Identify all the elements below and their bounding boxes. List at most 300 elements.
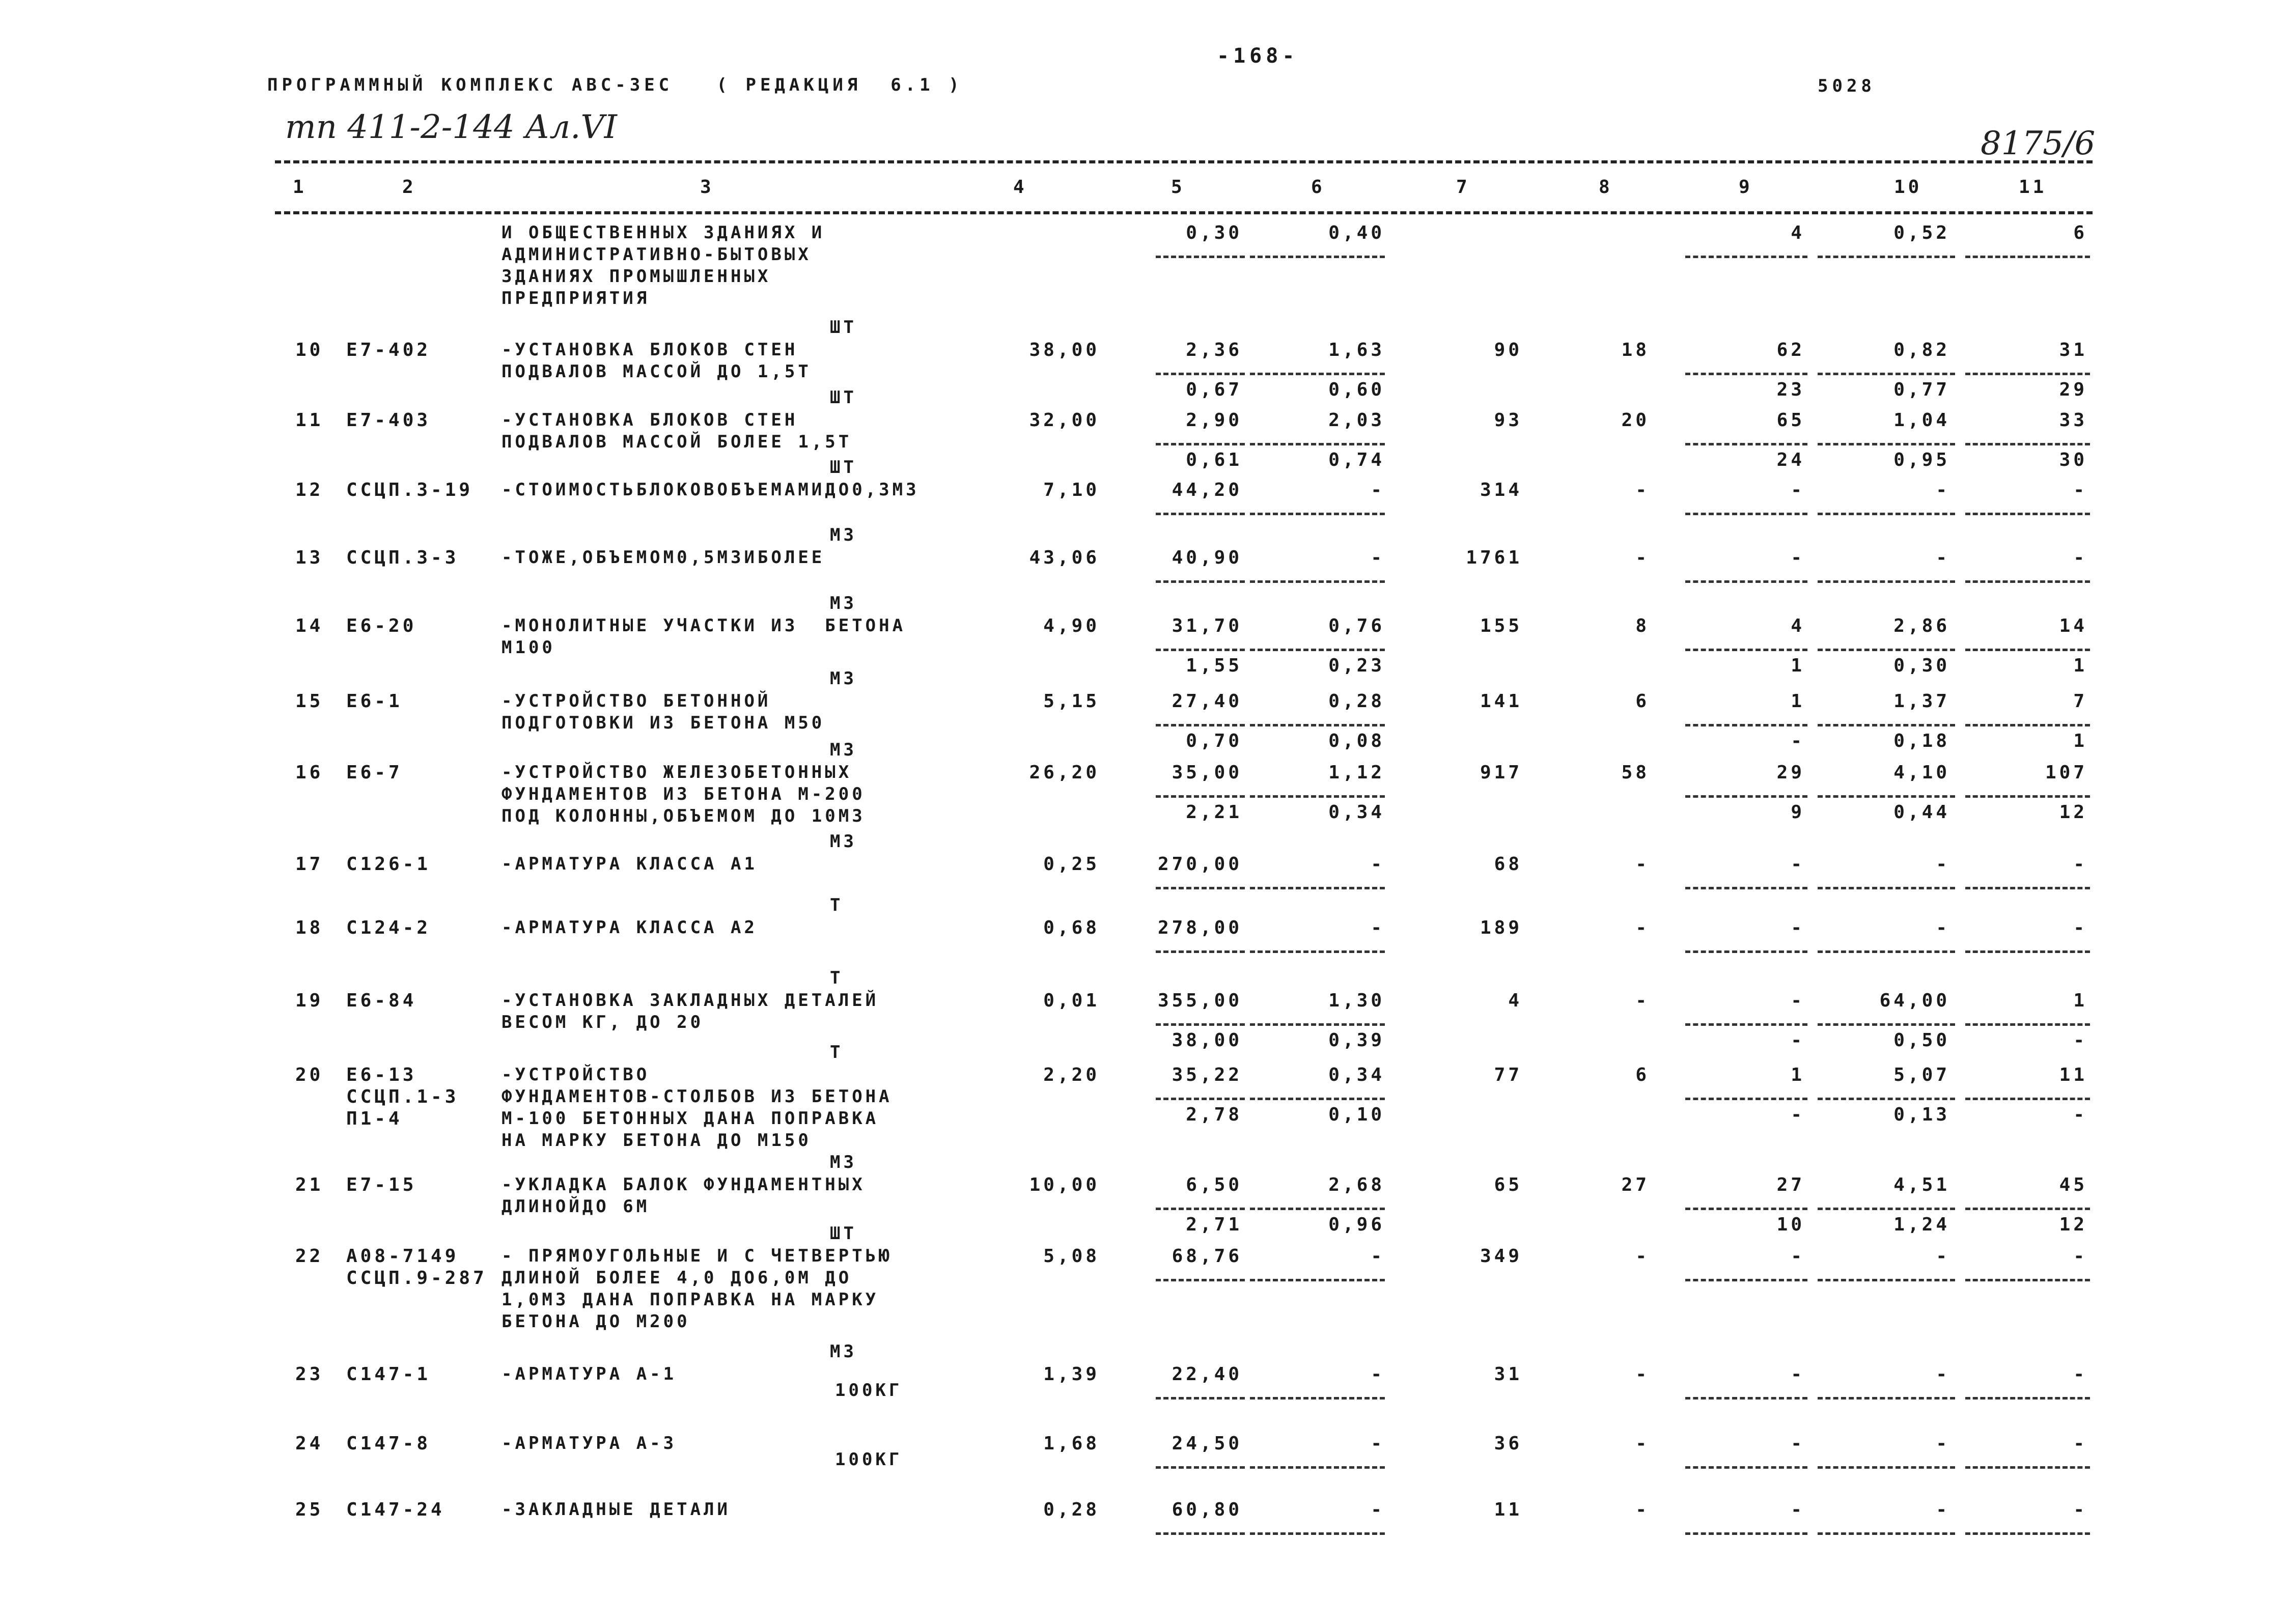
- cell-c6: 0,28: [1328, 691, 1385, 712]
- cell-c6: -: [1371, 1364, 1385, 1385]
- cell-separator: [1250, 887, 1385, 889]
- cell-c11: 33: [2059, 410, 2087, 431]
- cell-c6: -: [1371, 547, 1385, 568]
- cell-separator: [1818, 256, 1955, 258]
- cell-separator: [1818, 513, 1955, 515]
- row-description-line: -УСТАНОВКА БЛОКОВ СТЕН: [501, 410, 798, 430]
- subcell-sub5: 38,00: [1172, 1030, 1242, 1051]
- cell-separator: [1685, 1098, 1807, 1100]
- cell-c10: -: [1936, 917, 1950, 938]
- cell-c6: 0,34: [1328, 1065, 1385, 1085]
- cell-separator: [1156, 1208, 1245, 1210]
- subcell-sub5: 0,67: [1186, 379, 1242, 400]
- row-description-line: АДМИНИСТРАТИВНО-БЫТОВЫХ: [501, 244, 812, 265]
- row-unit: М3: [830, 668, 857, 689]
- row-description-line: - ПРЯМОУГОЛЬНЫЕ И С ЧЕТВЕРТЬЮ: [501, 1246, 893, 1266]
- row-code: Е7-402: [346, 340, 431, 360]
- cell-separator: [1250, 373, 1385, 375]
- cell-c9: -: [1791, 854, 1805, 875]
- subcell-sub5: 1,55: [1186, 655, 1242, 676]
- cell-c8: -: [1635, 990, 1650, 1011]
- cell-separator: [1818, 1279, 1955, 1281]
- cell-c8: 27: [1621, 1174, 1650, 1195]
- cell-separator: [1156, 580, 1245, 583]
- cell-c10: -: [1936, 547, 1950, 568]
- cell-c11: 7: [2073, 691, 2087, 712]
- cell-c8: -: [1635, 917, 1650, 938]
- cell-c9: -: [1791, 1433, 1805, 1454]
- cell-c5: 2,36: [1186, 340, 1242, 360]
- cell-c7: 31: [1494, 1364, 1522, 1385]
- cell-c8: -: [1635, 854, 1650, 875]
- cell-c5: 22,40: [1172, 1364, 1242, 1385]
- page-number: -168-: [1217, 44, 1299, 68]
- cell-separator: [1250, 1466, 1385, 1469]
- cell-separator: [1250, 1279, 1385, 1281]
- cell-separator: [1965, 1466, 2090, 1469]
- row-unit: ШТ: [830, 457, 857, 478]
- subcell-sub10: 1,24: [1893, 1214, 1950, 1235]
- cell-separator: [1685, 443, 1807, 445]
- cell-c9: -: [1791, 1246, 1805, 1267]
- row-unit: М3: [830, 593, 857, 613]
- cell-separator: [1818, 1098, 1955, 1100]
- cell-separator: [1685, 256, 1807, 258]
- row-number: 21: [295, 1174, 324, 1195]
- cell-c9: 29: [1776, 762, 1805, 783]
- column-header-10: 10: [1894, 177, 1922, 198]
- cell-c7: 90: [1494, 340, 1522, 360]
- cell-separator: [1965, 1397, 2090, 1399]
- cell-c5: 355,00: [1157, 990, 1242, 1011]
- cell-c6: -: [1371, 1433, 1385, 1454]
- row-number: 23: [295, 1364, 324, 1385]
- row-code: Е6-84: [346, 990, 417, 1011]
- cell-separator: [1685, 1466, 1807, 1469]
- subcell-sub5: 2,71: [1186, 1214, 1242, 1235]
- cell-separator: [1965, 373, 2090, 375]
- cell-c5: 270,00: [1157, 854, 1242, 875]
- subcell-sub9: -: [1791, 1030, 1805, 1051]
- cell-c6: 0,76: [1328, 615, 1385, 636]
- cell-separator: [1965, 1208, 2090, 1210]
- cell-separator: [1250, 443, 1385, 445]
- row-unit: М3: [830, 1341, 857, 1362]
- cell-c6: 1,12: [1328, 762, 1385, 783]
- cell-c11: 31: [2059, 340, 2087, 360]
- cell-c7: 77: [1494, 1065, 1522, 1085]
- cell-c9: -: [1791, 480, 1805, 500]
- cell-separator: [1685, 1397, 1807, 1399]
- row-description-line: -АРМАТУРА КЛАССА А2: [501, 917, 758, 938]
- cell-separator: [1156, 950, 1245, 953]
- row-number: 12: [295, 480, 324, 500]
- cell-c9: 4: [1791, 222, 1805, 243]
- cell-separator: [1156, 724, 1245, 726]
- cell-separator: [1965, 580, 2090, 583]
- subcell-sub5: 0,70: [1186, 731, 1242, 751]
- cell-c4: 0,01: [1043, 990, 1100, 1011]
- row-description-line: -ТОЖЕ,ОБЪЕМОМ0,5М3ИБОЛЕЕ: [501, 547, 825, 568]
- subcell-sub6: 0,60: [1328, 379, 1385, 400]
- subcell-sub11: 12: [2059, 802, 2087, 823]
- cell-separator: [1965, 1279, 2090, 1281]
- cell-separator: [1965, 1023, 2090, 1026]
- cell-separator: [1250, 1023, 1385, 1026]
- row-number: 15: [295, 691, 324, 712]
- cell-separator: [1156, 256, 1245, 258]
- cell-c6: 1,30: [1328, 990, 1385, 1011]
- cell-c8: -: [1635, 480, 1650, 500]
- row-code: Е7-403: [346, 410, 431, 431]
- row-code: Е6-20: [346, 615, 417, 636]
- row-description-line: -УСТАНОВКА ЗАКЛАДНЫХ ДЕТАЛЕЙ: [501, 990, 879, 1011]
- cell-c11: -: [2073, 547, 2087, 568]
- cell-c6: -: [1371, 480, 1385, 500]
- subcell-sub10: 0,13: [1893, 1104, 1950, 1125]
- subcell-sub10: 0,18: [1893, 731, 1950, 751]
- cell-c11: -: [2073, 917, 2087, 938]
- cell-c5: 40,90: [1172, 547, 1242, 568]
- cell-separator: [1685, 649, 1807, 651]
- cell-separator: [1685, 795, 1807, 798]
- subcell-sub6: 0,74: [1328, 450, 1385, 470]
- cell-c8: 6: [1635, 691, 1650, 712]
- cell-separator: [1250, 724, 1385, 726]
- cell-separator: [1818, 724, 1955, 726]
- row-description-line: -АРМАТУРА А-1: [501, 1364, 677, 1384]
- cell-c8: 6: [1635, 1065, 1650, 1085]
- cell-c11: 1: [2073, 990, 2087, 1011]
- row-description-line: М-100 БЕТОННЫХ ДАНА ПОПРАВКА: [501, 1108, 879, 1129]
- cell-separator: [1965, 795, 2090, 798]
- row-description-line: -СТОИМОСТЬБЛОКОВОБЪЕМАМИДО0,3М3: [501, 480, 919, 500]
- cell-separator: [1818, 580, 1955, 583]
- row-description-line: -АРМАТУРА А-3: [501, 1433, 677, 1453]
- row-code: С124-2: [346, 917, 431, 938]
- cell-c5: 6,50: [1186, 1174, 1242, 1195]
- cell-c6: -: [1371, 1499, 1385, 1520]
- subcell-sub6: 0,10: [1328, 1104, 1385, 1125]
- row-description-line: -УСТРОЙСТВО: [501, 1065, 650, 1085]
- cell-c4: 2,20: [1043, 1065, 1100, 1085]
- row-unit: М3: [830, 740, 857, 760]
- cell-c5: 24,50: [1172, 1433, 1242, 1454]
- cell-c5: 60,80: [1172, 1499, 1242, 1520]
- cell-separator: [1156, 1532, 1245, 1535]
- row-number: 16: [295, 762, 324, 783]
- row-number: 20: [295, 1065, 324, 1085]
- column-header-9: 9: [1739, 177, 1753, 198]
- cell-c7: 36: [1494, 1433, 1522, 1454]
- row-description-line: И ОБЩЕСТВЕННЫХ ЗДАНИЯХ И: [501, 222, 825, 243]
- cell-separator: [1685, 1208, 1807, 1210]
- column-header-5: 5: [1171, 177, 1185, 198]
- subcell-sub10: 0,95: [1893, 450, 1950, 470]
- cell-separator: [1250, 1532, 1385, 1535]
- cell-c7: 4: [1508, 990, 1522, 1011]
- cell-c7: 155: [1480, 615, 1522, 636]
- column-header-11: 11: [2019, 177, 2047, 198]
- cell-separator: [1250, 950, 1385, 953]
- row-number: 19: [295, 990, 324, 1011]
- cell-separator: [1156, 443, 1245, 445]
- cell-c8: 18: [1621, 340, 1650, 360]
- cell-c10: 1,37: [1893, 691, 1950, 712]
- cell-separator: [1818, 950, 1955, 953]
- cell-c9: 1: [1791, 1065, 1805, 1085]
- cell-separator: [1965, 950, 2090, 953]
- row-unit: ШТ: [830, 1223, 857, 1244]
- row-code: ССЦП.3-3: [346, 547, 459, 568]
- cell-separator: [1965, 887, 2090, 889]
- cell-c8: 58: [1621, 762, 1650, 783]
- row-number: 25: [295, 1499, 324, 1520]
- cell-c6: -: [1371, 917, 1385, 938]
- row-description-line: -УКЛАДКА БАЛОК ФУНДАМЕНТНЫХ: [501, 1174, 866, 1195]
- cell-separator: [1965, 1098, 2090, 1100]
- cell-c4: 1,39: [1043, 1364, 1100, 1385]
- subcell-sub10: 0,30: [1893, 655, 1950, 676]
- cell-c4: 4,90: [1043, 615, 1100, 636]
- subcell-sub5: 2,21: [1186, 802, 1242, 823]
- cell-separator: [1685, 950, 1807, 953]
- cell-c5: 278,00: [1157, 917, 1242, 938]
- cell-c6: 1,63: [1328, 340, 1385, 360]
- cell-c9: 27: [1776, 1174, 1805, 1195]
- subcell-sub9: 24: [1776, 450, 1805, 470]
- cell-separator: [1685, 373, 1807, 375]
- cell-c10: 2,86: [1893, 615, 1950, 636]
- cell-c5: 2,90: [1186, 410, 1242, 431]
- row-description-line: НА МАРКУ БЕТОНА ДО М150: [501, 1130, 812, 1151]
- column-header-7: 7: [1456, 177, 1470, 198]
- row-unit: М3: [830, 1152, 857, 1172]
- cell-c10: -: [1936, 480, 1950, 500]
- row-code: С147-24: [346, 1499, 445, 1520]
- cell-separator: [1156, 373, 1245, 375]
- cell-c9: 65: [1776, 410, 1805, 431]
- cell-separator: [1685, 1279, 1807, 1281]
- cell-c11: -: [2073, 1433, 2087, 1454]
- cell-c4: 0,25: [1043, 854, 1100, 875]
- cell-c10: -: [1936, 1364, 1950, 1385]
- row-unit-secondary: 100КГ: [835, 1449, 903, 1470]
- cell-c6: 2,68: [1328, 1174, 1385, 1195]
- row-description-line: ДЛИНОЙДО 6М: [501, 1196, 650, 1217]
- cell-separator: [1250, 649, 1385, 651]
- row-number: 22: [295, 1246, 324, 1267]
- cell-c7: 314: [1480, 480, 1522, 500]
- cell-separator: [1156, 649, 1245, 651]
- cell-c5: 35,00: [1172, 762, 1242, 783]
- row-description-line: ДЛИНОЙ БОЛЕЕ 4,0 ДО6,0М ДО: [501, 1268, 852, 1288]
- cell-c10: 5,07: [1893, 1065, 1950, 1085]
- row-description-line: -АРМАТУРА КЛАССА А1: [501, 854, 758, 874]
- cell-c11: -: [2073, 854, 2087, 875]
- cell-c11: 14: [2059, 615, 2087, 636]
- cell-c4: 32,00: [1029, 410, 1100, 431]
- program-title: ПРОГРАММНЫЙ КОМПЛЕКС АВС-ЗЕС ( РЕДАКЦИЯ 6.1 ): [267, 75, 963, 95]
- cell-separator: [1818, 1466, 1955, 1469]
- cell-c4: 38,00: [1029, 340, 1100, 360]
- row-code: Е6-13: [346, 1065, 417, 1085]
- row-unit: М3: [830, 525, 857, 545]
- cell-c7: 11: [1494, 1499, 1522, 1520]
- row-code: А08-7149: [346, 1246, 459, 1267]
- row-description-line: ПОДГОТОВКИ ИЗ БЕТОНА М50: [501, 713, 825, 733]
- cell-separator: [1250, 256, 1385, 258]
- row-code: Е6-1: [346, 691, 403, 712]
- column-header-4: 4: [1013, 177, 1027, 198]
- subcell-sub5: 0,61: [1186, 450, 1242, 470]
- row-unit: Т: [830, 968, 844, 988]
- cell-separator: [1156, 1466, 1245, 1469]
- cell-separator: [1156, 1023, 1245, 1026]
- cell-c7: 917: [1480, 762, 1522, 783]
- row-code: С147-1: [346, 1364, 431, 1385]
- subcell-sub9: -: [1791, 731, 1805, 751]
- cell-separator: [1818, 1397, 1955, 1399]
- cell-c5: 27,40: [1172, 691, 1242, 712]
- subcell-sub10: 0,50: [1893, 1030, 1950, 1051]
- row-unit: Т: [830, 1042, 844, 1062]
- subcell-sub11: -: [2073, 1030, 2087, 1051]
- cell-c11: 107: [2045, 762, 2087, 783]
- cell-c6: 2,03: [1328, 410, 1385, 431]
- subcell-sub11: 29: [2059, 379, 2087, 400]
- row-description-line: М100: [501, 637, 555, 658]
- cell-c4: 10,00: [1029, 1174, 1100, 1195]
- row-code: Е7-15: [346, 1174, 417, 1195]
- cell-c5: 68,76: [1172, 1246, 1242, 1267]
- row-description-line: ВЕСОМ КГ, ДО 20: [501, 1012, 704, 1032]
- subcell-sub9: 10: [1776, 1214, 1805, 1235]
- cell-separator: [1250, 1397, 1385, 1399]
- subcell-sub10: 0,44: [1893, 802, 1950, 823]
- subcell-sub11: -: [2073, 1104, 2087, 1125]
- row-unit: ШТ: [830, 317, 857, 338]
- row-description-line: БЕТОНА ДО М200: [501, 1311, 690, 1332]
- cell-c5: 31,70: [1172, 615, 1242, 636]
- cell-separator: [1156, 1098, 1245, 1100]
- row-description-line: 1,0М3 ДАНА ПОПРАВКА НА МАРКУ: [501, 1290, 879, 1310]
- subcell-sub5: 2,78: [1186, 1104, 1242, 1125]
- subcell-sub11: 30: [2059, 450, 2087, 470]
- row-description-line: -ЗАКЛАДНЫЕ ДЕТАЛИ: [501, 1499, 731, 1520]
- row-unit: Т: [830, 895, 844, 915]
- row-unit: ШТ: [830, 387, 857, 408]
- cell-c8: -: [1635, 547, 1650, 568]
- subcell-sub9: 23: [1776, 379, 1805, 400]
- cell-c4: 26,20: [1029, 762, 1100, 783]
- subcell-sub6: 0,39: [1328, 1030, 1385, 1051]
- cell-separator: [1156, 795, 1245, 798]
- cell-c9: -: [1791, 990, 1805, 1011]
- cell-c4: 7,10: [1043, 480, 1100, 500]
- cell-c7: 141: [1480, 691, 1522, 712]
- row-code: С147-8: [346, 1433, 431, 1454]
- row-code-tertiary: П1-4: [346, 1108, 403, 1129]
- cell-c9: -: [1791, 547, 1805, 568]
- row-code-secondary: ССЦП.9-287: [346, 1268, 487, 1289]
- row-description-line: -УСТАНОВКА БЛОКОВ СТЕН: [501, 340, 798, 360]
- header-rule-bottom: [275, 211, 2093, 214]
- cell-c8: -: [1635, 1433, 1650, 1454]
- column-header-3: 3: [700, 177, 714, 198]
- cell-c10: -: [1936, 1499, 1950, 1520]
- cell-separator: [1250, 513, 1385, 515]
- cell-c7: 65: [1494, 1174, 1522, 1195]
- row-number: 13: [295, 547, 324, 568]
- cell-c4: 5,15: [1043, 691, 1100, 712]
- row-description-line: ПОД КОЛОННЫ,ОБЪЕМОМ ДО 10М3: [501, 806, 866, 826]
- cell-c9: 1: [1791, 691, 1805, 712]
- cell-separator: [1818, 1532, 1955, 1535]
- cell-c7: 93: [1494, 410, 1522, 431]
- row-code: ССЦП.3-19: [346, 480, 473, 500]
- cell-separator: [1818, 887, 1955, 889]
- cell-separator: [1685, 1023, 1807, 1026]
- column-header-1: 1: [293, 177, 307, 198]
- row-description-line: -МОНОЛИТНЫЕ УЧАСТКИ ИЗ БЕТОНА: [501, 615, 906, 636]
- cell-separator: [1685, 887, 1807, 889]
- cell-separator: [1685, 580, 1807, 583]
- cell-c9: -: [1791, 1364, 1805, 1385]
- row-description-line: ЗДАНИЯХ ПРОМЫШЛЕННЫХ: [501, 266, 771, 287]
- handwritten-sheet-number: 8175/6: [1981, 125, 2096, 162]
- header-rule-top: [275, 160, 2093, 163]
- subcell-sub9: -: [1791, 1104, 1805, 1125]
- cell-c11: -: [2073, 1364, 2087, 1385]
- row-number: 17: [295, 854, 324, 875]
- cell-c9: 62: [1776, 340, 1805, 360]
- cell-separator: [1965, 649, 2090, 651]
- subcell-sub9: 9: [1791, 802, 1805, 823]
- cell-c5: 35,22: [1172, 1065, 1242, 1085]
- document-code: 5028: [1818, 76, 1876, 96]
- subcell-sub11: 1: [2073, 731, 2087, 751]
- subcell-sub11: 1: [2073, 655, 2087, 676]
- cell-separator: [1818, 443, 1955, 445]
- cell-c10: 0,82: [1893, 340, 1950, 360]
- subcell-sub6: 0,34: [1328, 802, 1385, 823]
- cell-c10: 64,00: [1879, 990, 1950, 1011]
- row-code: Е6-7: [346, 762, 403, 783]
- cell-c4: 0,68: [1043, 917, 1100, 938]
- cell-c8: -: [1635, 1499, 1650, 1520]
- column-header-6: 6: [1311, 177, 1325, 198]
- cell-c6: -: [1371, 854, 1385, 875]
- column-header-2: 2: [402, 177, 416, 198]
- cell-c5: 0,30: [1186, 222, 1242, 243]
- cell-c8: 20: [1621, 410, 1650, 431]
- row-number: 24: [295, 1433, 324, 1454]
- row-unit-secondary: 100КГ: [835, 1380, 903, 1401]
- cell-c11: 11: [2059, 1065, 2087, 1085]
- cell-c10: -: [1936, 1246, 1950, 1267]
- subcell-sub6: 0,23: [1328, 655, 1385, 676]
- row-number: 18: [295, 917, 324, 938]
- cell-c4: 43,06: [1029, 547, 1100, 568]
- cell-separator: [1156, 513, 1245, 515]
- cell-c7: 1761: [1466, 547, 1522, 568]
- cell-separator: [1250, 580, 1385, 583]
- cell-c10: 4,10: [1893, 762, 1950, 783]
- row-number: 10: [295, 340, 324, 360]
- row-unit: М3: [830, 831, 857, 852]
- cell-c9: 4: [1791, 615, 1805, 636]
